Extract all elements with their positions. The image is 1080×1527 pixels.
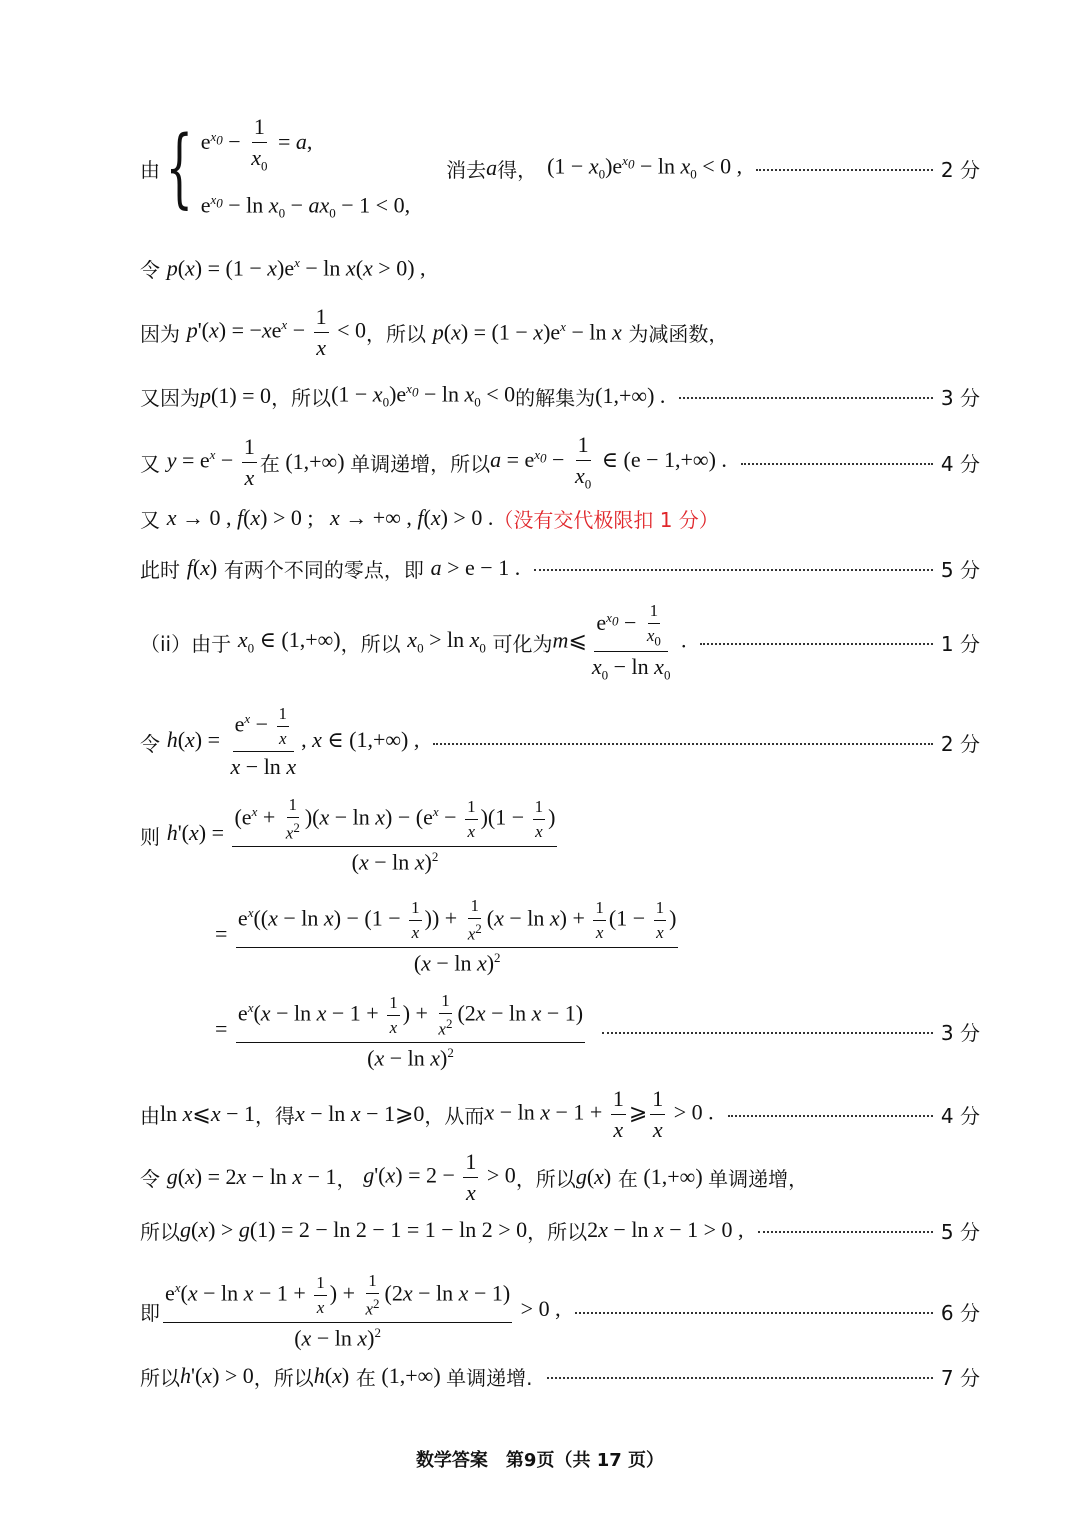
line-define-g: 令 g(x) = 2x − ln x − 1 ， g'(x) = 2 − $\frac{1}{x}$ > 0 ，所以 g(x) 在 (1,+∞) 单调递增， <box>140 1148 809 1205</box>
line-limits: 又 x → 0 , f(x) > 0 ; x → +∞ , f(x) > 0 . （没有交代极限扣 1 分） <box>140 505 719 532</box>
equation-system: { $e^{x_0}$ − $\frac{1}{x_0}$ = a, $e^{x_0} - \ln x_0 - ax_0 - 1 < 0$, <box>165 113 411 222</box>
line-step-2: = $e^x((x - \ln x) - (1$ − $\frac{1}{x}$ )) + $\frac{1}{x^2}$ (x − ln x) + $\frac{1}{x}$ (1 − $\frac{1}{x}$ ) $(x - \ln x)^2$ <box>215 896 677 975</box>
line-g-positive: 所以 g(x) > g(1) = 2 − ln 2 − 1 = 1 − ln 2 > 0 ，所以 2x − ln x − 1 > 0 , 5 分 <box>140 1217 980 1244</box>
line-part-ii: （ii）由于 $x_0$ ∈ (1,+∞) ，所以 $x_0 > \ln x_0$ 可化为 m⩽ $e^{x_0}$ − $\frac{1}{x_0}$ $x_0 - \ln x_0$ . 1 分 <box>140 600 980 683</box>
text-you: 由 <box>140 157 160 182</box>
line-h-prime-positive: 即 $e^x(x - \ln x - 1$ + $\frac{1}{x}$ ) + $\frac{1}{x^2}$ (2x − ln x − 1) $(x - \ln x)^2$ > 0 , 6 分 <box>140 1271 980 1350</box>
line-solution-set: 又因为 p(1) = 0 ，所以 $(1 - x_0)e^{x_0} - \ln x_0 < 0$ 的解集为 (1,+∞) . 3 分 <box>140 381 980 410</box>
line-conclusion: 所以 h'(x) > 0 ，所以 h(x) 在 (1,+∞) 单调递增. 7 分 <box>140 1363 980 1390</box>
line-y-increasing: 又 $y = e^x$ − $\frac{1}{x}$ 在 (1,+∞) 单调递增，所以 $a = e^{x_0}$ − $\frac{1}{x_0}$ ∈ (e − 1,+∞) . 4 分 <box>140 431 980 492</box>
line-system: 由 { $e^{x_0}$ − $\frac{1}{x_0}$ = a, $e^{x_0} - \ln x_0 - ax_0 - 1 < 0$, 消去 a 得， $(1 - x_0)e^{x_0} - \ln x_0 < 0$ , 2 分 <box>140 113 980 222</box>
line-p-derivative: 因为 $p'(x) = -xe^x$ − $\frac{1}{x}$ < 0 ，所以 $p(x) = (1 - x)e^x - \ln x$ 为减函数， <box>140 303 729 360</box>
line-define-h: 令 h(x) = $e^x$ − $\frac{1}{x}$ x − ln x , x ∈ (1,+∞) , 2 分 <box>140 704 980 779</box>
line-step-3: = $e^x(x - \ln x - 1$ + $\frac{1}{x}$ ) + $\frac{1}{x^2}$ (2x − ln x − 1) $(x - \ln x)^2$ 3 分 <box>215 991 980 1070</box>
line-inequality: 由 ln x⩽x − 1 ，得 x − ln x − 1⩾0 ，从而 x − ln x − 1 + $\frac{1}{x}$ ⩾ $\frac{1}{x}$ > 0 . 4 分 <box>140 1085 980 1142</box>
page-footer: 数学答案 第9页（共 17 页） <box>415 1450 665 1471</box>
line-two-zeros: 此时 f(x) 有两个不同的零点，即 a > e − 1 . 5 分 <box>140 555 980 582</box>
deduction-note: （没有交代极限扣 1 分） <box>493 507 719 532</box>
line-define-p: 令 $p(x) = (1 - x)e^x - \ln x(x > 0)$ , <box>140 254 426 282</box>
score-label: 2 分 <box>940 157 980 182</box>
line-h-derivative: 则 h'(x) = ($e^x$ + $\frac{1}{x^2}$ )$(x - \ln x) - (e^x$ − $\frac{1}{x}$ )(1 − $\frac{1}{x}$ ) $(x - \ln x)^2$ <box>140 795 556 874</box>
